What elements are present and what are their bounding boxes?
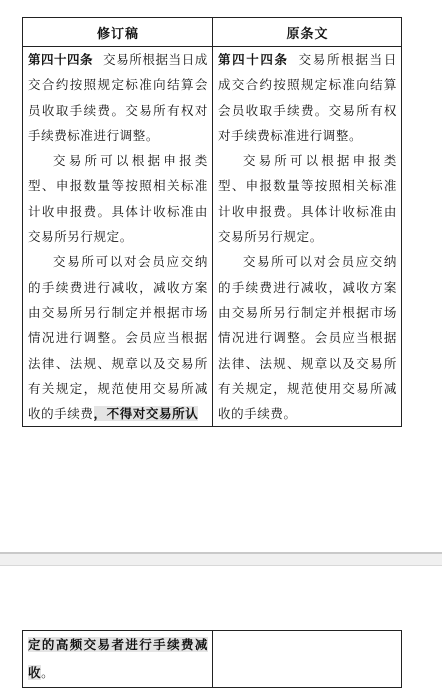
header-original: 原条文: [213, 18, 402, 47]
original-cell-continued: [213, 631, 402, 688]
header-revised: 修订稿: [23, 18, 213, 47]
revised-added-text: ，不得对交易所认: [93, 406, 199, 422]
original-paragraph-3: 交易所可以对会员应交纳的手续费进行减收，减收方案由交易所另行制定并根据市场情况进行调整。会员应当根据法律、法规、规章以及交易所有关规定，规范使用交易所减收的手续费。: [218, 254, 397, 422]
revised-paragraph-1: [28, 47, 208, 148]
original-p1-text: 交易所根据当日成交合约按照规定标准向结算会员收取手续费。交易所有权对手续费标准进行调整。: [218, 52, 397, 143]
page-separator: [0, 552, 442, 566]
revised-paragraph-2: 交易所可以根据申报类型、申报数量等按照相关标准计收申报费。具体计收标准由交易所另行规定。: [28, 153, 208, 245]
original-paragraph-1: [218, 47, 397, 148]
revised-continued-added-text: 定的高频交易者进行手续费减收: [28, 637, 208, 680]
original-paragraph-2: 交易所可以根据申报类型、申报数量等按照相关标准计收申报费。具体计收标准由交易所另行规定。: [218, 153, 397, 245]
revised-cell-continued: [23, 631, 213, 688]
revised-p1-text: 交易所根据当日成交合约按照规定标准向结算会员收取手续费。交易所有权对手续费标准进行调整。: [28, 52, 208, 143]
document-page-2: [0, 566, 442, 700]
original-cell: [213, 47, 402, 427]
revised-article-number: 第四十四条: [28, 52, 94, 67]
original-article-number: 第四十四条: [218, 52, 289, 67]
comparison-table: [22, 17, 402, 427]
revised-cell: [23, 47, 213, 427]
table-header-row: [23, 18, 402, 47]
table-row: [23, 631, 402, 688]
revised-p3-text: 交易所可以对会员应交纳的手续费进行减收，减收方案由交易所另行制定并根据市场情况进行调整。会员应当根据法律、法规、规章以及交易所有关规定，规范使用交易所减收的手续费: [28, 254, 208, 422]
revised-continued-end: 。: [41, 665, 55, 680]
table-row: [23, 47, 402, 427]
revised-continued-paragraph: [28, 631, 208, 687]
revised-paragraph-3: [28, 249, 208, 426]
comparison-table-continued: [22, 630, 402, 688]
